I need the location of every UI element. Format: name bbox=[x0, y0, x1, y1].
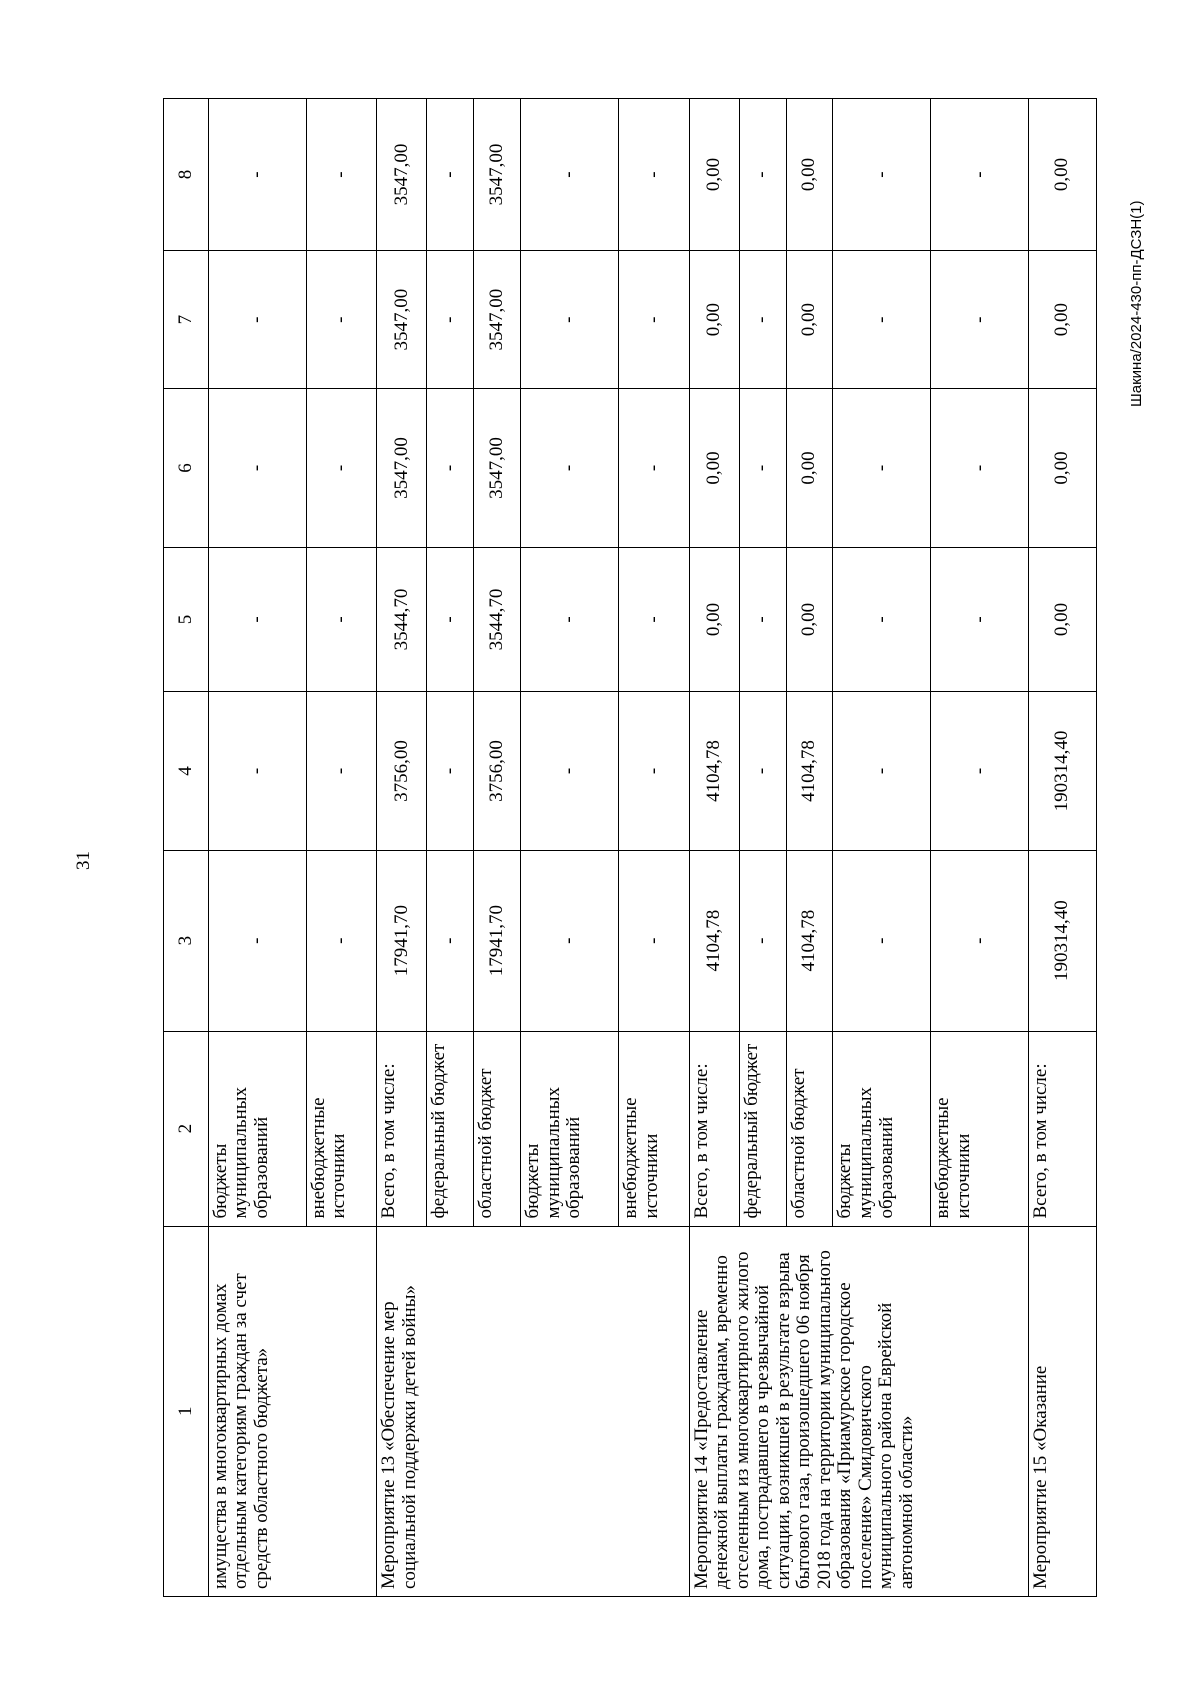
value-cell: 0,00 bbox=[1029, 547, 1097, 692]
value-cell: - bbox=[619, 850, 690, 1031]
value-cell: - bbox=[833, 389, 931, 547]
value-cell: 3547,00 bbox=[474, 389, 521, 547]
value-cell: - bbox=[619, 389, 690, 547]
table-row bbox=[208, 99, 306, 1597]
value-cell: - bbox=[833, 99, 931, 251]
value-cell: 0,00 bbox=[1029, 99, 1097, 251]
value-cell: 3547,00 bbox=[377, 389, 427, 547]
activity-name-cell: Мероприятие 14 «Предоставление денежной выплаты гражданам, временно отселенным из многоквартирного жилого дома, пострадавшего в чрезвычайной ситуации, возникшей в результате взрыва бытового газа, произошедшего 06 ноября 2018 года на территории муниципального образования «Приамурское городское поселение» Смидовичского муниципального района Еврейской автономной области» bbox=[689, 1226, 1029, 1596]
value-cell: 0,00 bbox=[689, 99, 739, 251]
value-cell: 4104,78 bbox=[786, 850, 833, 1031]
value-cell: - bbox=[427, 692, 474, 850]
funding-source-cell: бюджеты муниципальных образований bbox=[833, 1031, 931, 1226]
value-cell: - bbox=[306, 251, 377, 389]
value-cell: 0,00 bbox=[786, 251, 833, 389]
funding-source-cell: бюджеты муниципальных образований bbox=[521, 1031, 619, 1226]
value-cell: 0,00 bbox=[689, 251, 739, 389]
funding-source-cell: внебюджетные источники bbox=[931, 1031, 1029, 1226]
value-cell: - bbox=[427, 251, 474, 389]
value-cell: - bbox=[208, 251, 306, 389]
value-cell: 3547,00 bbox=[377, 251, 427, 389]
value-cell: 0,00 bbox=[689, 547, 739, 692]
value-cell: - bbox=[521, 389, 619, 547]
value-cell: 3756,00 bbox=[377, 692, 427, 850]
budget-table bbox=[163, 98, 1097, 1597]
value-cell: - bbox=[833, 251, 931, 389]
value-cell: - bbox=[306, 389, 377, 547]
value-cell: - bbox=[739, 850, 786, 1031]
funding-source-cell: Всего, в том числе: bbox=[1029, 1031, 1097, 1226]
table-header-row bbox=[164, 99, 209, 1597]
page-number: 31 bbox=[73, 851, 94, 870]
value-cell: - bbox=[931, 389, 1029, 547]
value-cell: - bbox=[306, 99, 377, 251]
activity-name-cell: Мероприятие 15 «Оказание bbox=[1029, 1226, 1097, 1596]
value-cell: - bbox=[306, 547, 377, 692]
value-cell: 190314,40 bbox=[1029, 692, 1097, 850]
column-header: 4 bbox=[164, 692, 209, 850]
value-cell: - bbox=[931, 99, 1029, 251]
activity-name-cell: Мероприятие 13 «Обеспечение мер социальной поддержки детей войны» bbox=[377, 1226, 689, 1596]
value-cell: 0,00 bbox=[1029, 389, 1097, 547]
value-cell: 3544,70 bbox=[377, 547, 427, 692]
funding-source-cell: Всего, в том числе: bbox=[377, 1031, 427, 1226]
value-cell: - bbox=[931, 692, 1029, 850]
table-row bbox=[1029, 99, 1097, 1597]
value-cell: - bbox=[427, 99, 474, 251]
funding-source-cell: областной бюджет bbox=[474, 1031, 521, 1226]
value-cell: 17941,70 bbox=[474, 850, 521, 1031]
value-cell: - bbox=[739, 99, 786, 251]
value-cell: 3547,00 bbox=[377, 99, 427, 251]
column-header: 3 bbox=[164, 850, 209, 1031]
value-cell: - bbox=[739, 692, 786, 850]
value-cell: - bbox=[306, 850, 377, 1031]
value-cell: - bbox=[208, 547, 306, 692]
funding-source-cell: федеральный бюджет bbox=[739, 1031, 786, 1226]
value-cell: - bbox=[521, 99, 619, 251]
value-cell: 3756,00 bbox=[474, 692, 521, 850]
value-cell: - bbox=[521, 850, 619, 1031]
value-cell: - bbox=[931, 251, 1029, 389]
value-cell: 3547,00 bbox=[474, 251, 521, 389]
value-cell: 0,00 bbox=[786, 389, 833, 547]
funding-source-cell: федеральный бюджет bbox=[427, 1031, 474, 1226]
activity-name-cell: имущества в многоквартирных домах отдельным категориям граждан за счет средств областного бюджета» bbox=[208, 1226, 377, 1596]
value-cell: - bbox=[833, 547, 931, 692]
value-cell: 4104,78 bbox=[689, 692, 739, 850]
value-cell: - bbox=[427, 850, 474, 1031]
value-cell: - bbox=[739, 251, 786, 389]
value-cell: - bbox=[833, 692, 931, 850]
funding-source-cell: внебюджетные источники bbox=[306, 1031, 377, 1226]
value-cell: 17941,70 bbox=[377, 850, 427, 1031]
value-cell: 3544,70 bbox=[474, 547, 521, 692]
value-cell: 190314,40 bbox=[1029, 850, 1097, 1031]
value-cell: 3547,00 bbox=[474, 99, 521, 251]
value-cell: 0,00 bbox=[1029, 251, 1097, 389]
value-cell: 0,00 bbox=[689, 389, 739, 547]
value-cell: - bbox=[739, 389, 786, 547]
table-row bbox=[689, 99, 739, 1597]
value-cell: - bbox=[427, 547, 474, 692]
document-code: Шакина/2024-430-пп-ДСЗН(1) bbox=[1128, 200, 1145, 407]
funding-source-cell: Всего, в том числе: bbox=[689, 1031, 739, 1226]
value-cell: 4104,78 bbox=[786, 692, 833, 850]
value-cell: - bbox=[931, 850, 1029, 1031]
value-cell: - bbox=[619, 251, 690, 389]
column-header: 5 bbox=[164, 547, 209, 692]
value-cell: - bbox=[833, 850, 931, 1031]
column-header: 2 bbox=[164, 1031, 209, 1226]
value-cell: - bbox=[619, 99, 690, 251]
value-cell: - bbox=[208, 850, 306, 1031]
value-cell: - bbox=[739, 547, 786, 692]
value-cell: 0,00 bbox=[786, 547, 833, 692]
value-cell: - bbox=[427, 389, 474, 547]
funding-source-cell: областной бюджет bbox=[786, 1031, 833, 1226]
column-header: 1 bbox=[164, 1226, 209, 1596]
value-cell: - bbox=[208, 389, 306, 547]
column-header: 6 bbox=[164, 389, 209, 547]
value-cell: - bbox=[521, 251, 619, 389]
value-cell: - bbox=[521, 692, 619, 850]
value-cell: - bbox=[306, 692, 377, 850]
value-cell: 0,00 bbox=[786, 99, 833, 251]
funding-source-cell: внебюджетные источники bbox=[619, 1031, 690, 1226]
value-cell: 4104,78 bbox=[689, 850, 739, 1031]
value-cell: - bbox=[521, 547, 619, 692]
value-cell: - bbox=[931, 547, 1029, 692]
value-cell: - bbox=[619, 547, 690, 692]
value-cell: - bbox=[619, 692, 690, 850]
value-cell: - bbox=[208, 692, 306, 850]
value-cell: - bbox=[208, 99, 306, 251]
funding-source-cell: бюджеты муниципальных образований bbox=[208, 1031, 306, 1226]
table-row bbox=[377, 99, 427, 1597]
column-header: 8 bbox=[164, 99, 209, 251]
column-header: 7 bbox=[164, 251, 209, 389]
